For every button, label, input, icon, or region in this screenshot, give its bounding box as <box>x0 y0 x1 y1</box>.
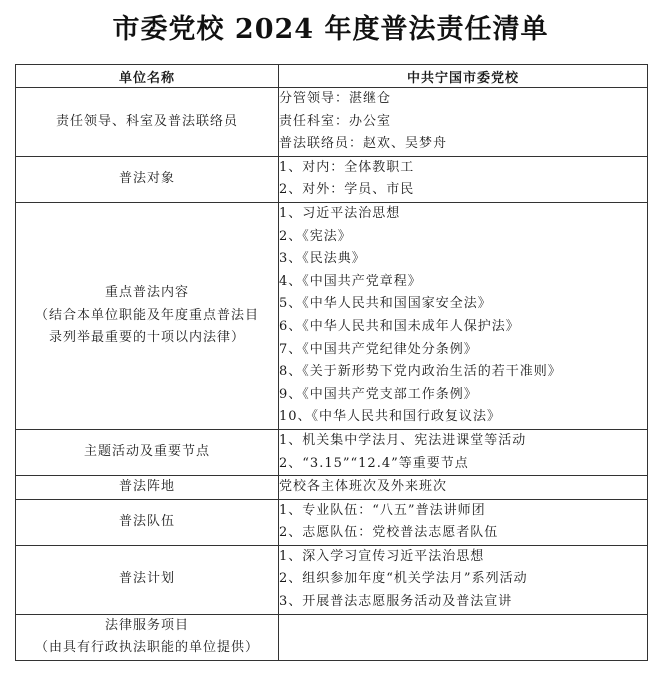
row-label-cell <box>16 614 279 660</box>
row-label-text: 重点普法内容 <box>104 285 189 301</box>
row-label-text: （结合本单位职能及年度重点普法目 <box>34 307 259 323</box>
row-content-cell <box>279 614 648 660</box>
row-content-line: 1、对内：全体教职工 <box>279 159 415 175</box>
table-row <box>16 476 648 500</box>
row-content-line: 2、志愿队伍：党校普法志愿者队伍 <box>279 525 499 541</box>
table-row <box>16 202 648 429</box>
row-content-line: 普法联络员：赵欢、吴梦舟 <box>279 136 448 152</box>
row-label-text: （由具有行政执法职能的单位提供） <box>34 640 259 656</box>
row-content-line: 1、专业队伍：“八五”普法讲师团 <box>279 502 486 518</box>
table-row <box>16 156 648 202</box>
row-label-cell <box>16 545 279 614</box>
table-row <box>16 545 648 614</box>
row-label-text: 普法队伍 <box>118 513 175 529</box>
row-content-line: 3、《民法典》 <box>279 251 366 267</box>
table-row <box>16 499 648 545</box>
row-content-line: 10、《中华人民共和国行政复议法》 <box>279 409 502 425</box>
table-row <box>16 88 648 157</box>
duty-table-body <box>16 65 648 661</box>
row-content-line: 5、《中华人民共和国国家安全法》 <box>279 296 492 312</box>
row-content-line: 责任科室：办公室 <box>279 113 392 129</box>
row-label-cell <box>16 156 279 202</box>
row-label-cell <box>16 429 279 475</box>
row-content-line: 3、开展普法志愿服务活动及普法宣讲 <box>279 594 513 610</box>
row-content-line: 2、《宪法》 <box>279 228 352 244</box>
row-label-text: 法律服务项目 <box>104 617 189 633</box>
row-label-text: 录列举最重要的十项以内法律） <box>48 330 245 346</box>
row-label-cell <box>16 499 279 545</box>
row-content-cell <box>279 499 648 545</box>
row-content-line: 9、《中国共产党支部工作条例》 <box>279 386 478 402</box>
row-content-line: 党校各主体班次及外来班次 <box>279 479 448 495</box>
row-label-text: 主题活动及重要节点 <box>83 444 210 460</box>
row-label-cell <box>16 476 279 500</box>
row-content-line: 8、《关于新形势下党内政治生活的若干准则》 <box>279 364 562 380</box>
table-row <box>16 614 648 660</box>
table-header-row <box>16 65 648 88</box>
duty-list-table <box>15 64 648 661</box>
row-label-text: 责任领导、科室及普法联络员 <box>55 113 238 129</box>
row-label-text: 普法对象 <box>118 171 175 187</box>
row-label-text: 普法计划 <box>118 571 175 587</box>
row-content-cell <box>279 88 648 157</box>
row-label-cell <box>16 88 279 157</box>
header-unit-label: 单位名称 <box>16 65 279 88</box>
row-content-cell <box>279 156 648 202</box>
row-content-line: 4、《中国共产党章程》 <box>279 273 422 289</box>
row-content-line: 1、习近平法治思想 <box>279 205 401 221</box>
row-content-cell <box>279 545 648 614</box>
row-content-cell <box>279 202 648 429</box>
row-content-cell <box>279 429 648 475</box>
table-row <box>16 429 648 475</box>
header-unit-name: 中共宁国市委党校 <box>279 65 648 88</box>
row-label-cell <box>16 202 279 429</box>
row-content-line: 分管领导：湛继仓 <box>279 91 392 106</box>
row-content-line: 1、深入学习宣传习近平法治思想 <box>279 548 485 564</box>
row-content-cell <box>279 476 648 500</box>
row-label-text: 普法阵地 <box>118 479 175 495</box>
row-content-line: 2、组织参加年度“机关学法月”系列活动 <box>279 571 528 587</box>
row-content-line: 1、机关集中学法月、宪法进课堂等活动 <box>279 432 527 448</box>
row-content-line: 2、“3.15”“12.4”等重要节点 <box>279 455 469 471</box>
row-content-line: 6、《中华人民共和国未成年人保护法》 <box>279 318 520 334</box>
row-content-line: 7、《中国共产党纪律处分条例》 <box>279 341 478 357</box>
document-title: 市委党校 2024 年度普法责任清单 <box>112 14 549 45</box>
row-content-line: 2、对外：学员、市民 <box>279 182 415 198</box>
